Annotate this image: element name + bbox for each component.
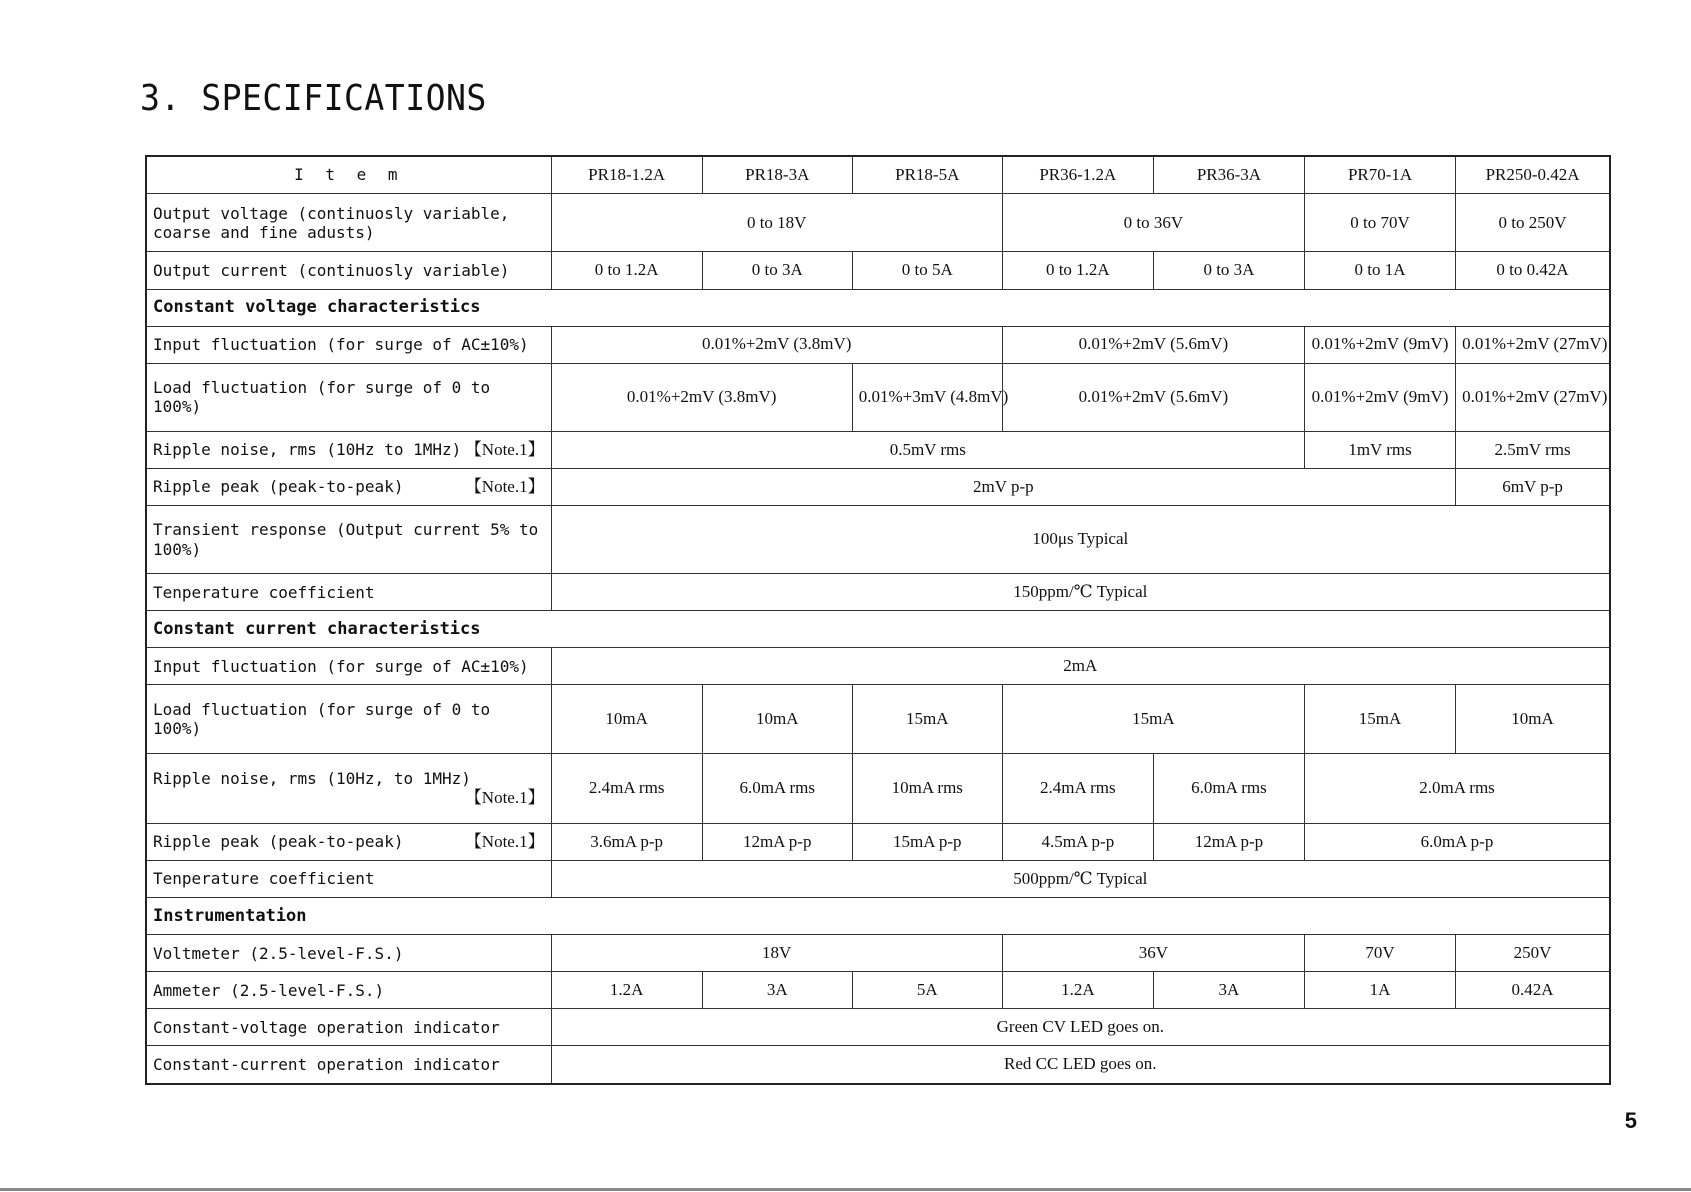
spec-cell: 0 to 1.2A [1002,252,1153,289]
row-label: Load fluctuation (for surge of 0 to 100%) [146,363,551,431]
spec-cell: 10mA [551,685,702,753]
spec-cell: 6mV p-p [1456,468,1610,505]
spec-cell: 36V [1002,935,1304,972]
spec-cell: 5A [852,972,1002,1009]
spec-cell: 0 to 70V [1305,194,1456,252]
spec-cell: 3.6mA p-p [551,823,702,860]
spec-cell: 0.01%+2mV (5.6mV) [1002,326,1304,363]
row-label: Output current (continuosly variable) [146,252,551,289]
model-header: PR70-1A [1305,156,1456,194]
specifications-table [145,155,1611,1085]
table-row [146,1009,1610,1046]
page-title: 3. SPECIFICATIONS [140,78,487,119]
table-row [146,252,1610,289]
spec-cell: 0.01%+2mV (5.6mV) [1002,363,1304,431]
spec-cell: 2.0mA rms [1305,753,1611,823]
spec-cell: 15mA [852,685,1002,753]
spec-cell: 0 to 0.42A [1456,252,1610,289]
note-ref: 【Note.1】 [464,787,545,807]
spec-cell: 15mA p-p [852,823,1002,860]
spec-cell: 2mV p-p [551,468,1456,505]
section-row [146,289,1610,326]
spec-cell: 0.01%+2mV (27mV) [1456,326,1610,363]
spec-cell: 6.0mA rms [702,753,852,823]
spec-cell: 0 to 3A [702,252,852,289]
spec-cell: 150ppm/℃ Typical [551,574,1610,611]
page-number: 5 [1624,1108,1637,1133]
row-label: Ripple peak (peak-to-peak) 【Note.1】 [146,468,551,505]
spec-cell: 0 to 18V [551,194,1002,252]
spec-cell: 3A [702,972,852,1009]
row-label: Ripple noise, rms (10Hz, to 1MHz) 【Note.1】 [146,753,551,823]
row-label: Ammeter (2.5-level-F.S.) [146,972,551,1009]
spec-cell: 18V [551,935,1002,972]
header-row [146,156,1610,194]
note-ref: 【Note.1】 [464,476,545,496]
spec-cell: 1.2A [1002,972,1153,1009]
row-label: Constant-voltage operation indicator [146,1009,551,1046]
spec-cell: 10mA [702,685,852,753]
spec-cell: 0 to 1A [1305,252,1456,289]
section-heading: Constant voltage characteristics [146,289,1610,326]
item-header: I t e m [146,156,551,194]
note-ref: 【Note.1】 [464,831,545,851]
spec-cell: 10mA [1456,685,1610,753]
row-label: Tenperature coefficient [146,574,551,611]
page-edge-divider [0,1188,1691,1191]
spec-cell: 15mA [1305,685,1456,753]
table-row [146,505,1610,573]
section-heading: Constant current characteristics [146,611,1610,648]
table-row [146,468,1610,505]
row-label: Output voltage (continuosly variable, coarse and fine adusts) [146,194,551,252]
spec-cell: 500ppm/℃ Typical [551,861,1610,898]
table-row [146,326,1610,363]
spec-cell: 0.01%+2mV (9mV) [1305,363,1456,431]
spec-cell: 2.4mA rms [1002,753,1153,823]
spec-cell: 2mA [551,648,1610,685]
row-label: Ripple noise, rms (10Hz to 1MHz) 【Note.1】 [146,431,551,468]
spec-cell: 250V [1456,935,1610,972]
spec-cell: 3A [1153,972,1304,1009]
section-heading: Instrumentation [146,898,1610,935]
spec-cell: 0.01%+2mV (3.8mV) [551,363,852,431]
spec-cell: 0.42A [1456,972,1610,1009]
spec-cell: 0.01%+3mV (4.8mV) [852,363,1002,431]
model-header: PR36-3A [1153,156,1304,194]
spec-cell: 12mA p-p [702,823,852,860]
model-header: PR18-3A [702,156,852,194]
model-header: PR18-5A [852,156,1002,194]
table-row [146,574,1610,611]
table-row [146,935,1610,972]
spec-cell: 0 to 36V [1002,194,1304,252]
spec-cell: 0 to 3A [1153,252,1304,289]
spec-cell: 6.0mA p-p [1305,823,1611,860]
model-header: PR18-1.2A [551,156,702,194]
row-label: Voltmeter (2.5-level-F.S.) [146,935,551,972]
spec-cell: Green CV LED goes on. [551,1009,1610,1046]
row-label: Input fluctuation (for surge of AC±10%) [146,326,551,363]
row-label: Constant-current operation indicator [146,1046,551,1084]
spec-cell: 15mA [1002,685,1304,753]
row-label: Input fluctuation (for surge of AC±10%) [146,648,551,685]
spec-cell: 0.01%+2mV (27mV) [1456,363,1610,431]
spec-cell: 1A [1305,972,1456,1009]
spec-cell: 0.5mV rms [551,431,1304,468]
table-row [146,685,1610,753]
spec-cell: 100μs Typical [551,505,1610,573]
spec-cell: 0 to 5A [852,252,1002,289]
table-row [146,1046,1610,1084]
table-row [146,431,1610,468]
spec-cell: 2.4mA rms [551,753,702,823]
section-row [146,611,1610,648]
table-row [146,194,1610,252]
model-header: PR36-1.2A [1002,156,1153,194]
spec-cell: 4.5mA p-p [1002,823,1153,860]
spec-cell: 70V [1305,935,1456,972]
spec-cell: 1.2A [551,972,702,1009]
section-row [146,898,1610,935]
spec-cell: 0.01%+2mV (9mV) [1305,326,1456,363]
table-row [146,753,1610,823]
spec-cell: 10mA rms [852,753,1002,823]
table-row [146,363,1610,431]
spec-cell: Red CC LED goes on. [551,1046,1610,1084]
row-label: Transient response (Output current 5% to 100%) [146,505,551,573]
table-row [146,972,1610,1009]
table-row [146,861,1610,898]
table-row [146,823,1610,860]
note-ref: 【Note.1】 [464,439,545,459]
spec-cell: 0 to 250V [1456,194,1610,252]
table-row [146,648,1610,685]
row-label: Load fluctuation (for surge of 0 to 100%) [146,685,551,753]
row-label: Tenperature coefficient [146,861,551,898]
spec-cell: 6.0mA rms [1153,753,1304,823]
spec-cell: 0.01%+2mV (3.8mV) [551,326,1002,363]
row-label: Ripple peak (peak-to-peak) 【Note.1】 [146,823,551,860]
spec-cell: 2.5mV rms [1456,431,1610,468]
spec-cell: 12mA p-p [1153,823,1304,860]
model-header: PR250-0.42A [1456,156,1610,194]
spec-cell: 0 to 1.2A [551,252,702,289]
spec-cell: 1mV rms [1305,431,1456,468]
